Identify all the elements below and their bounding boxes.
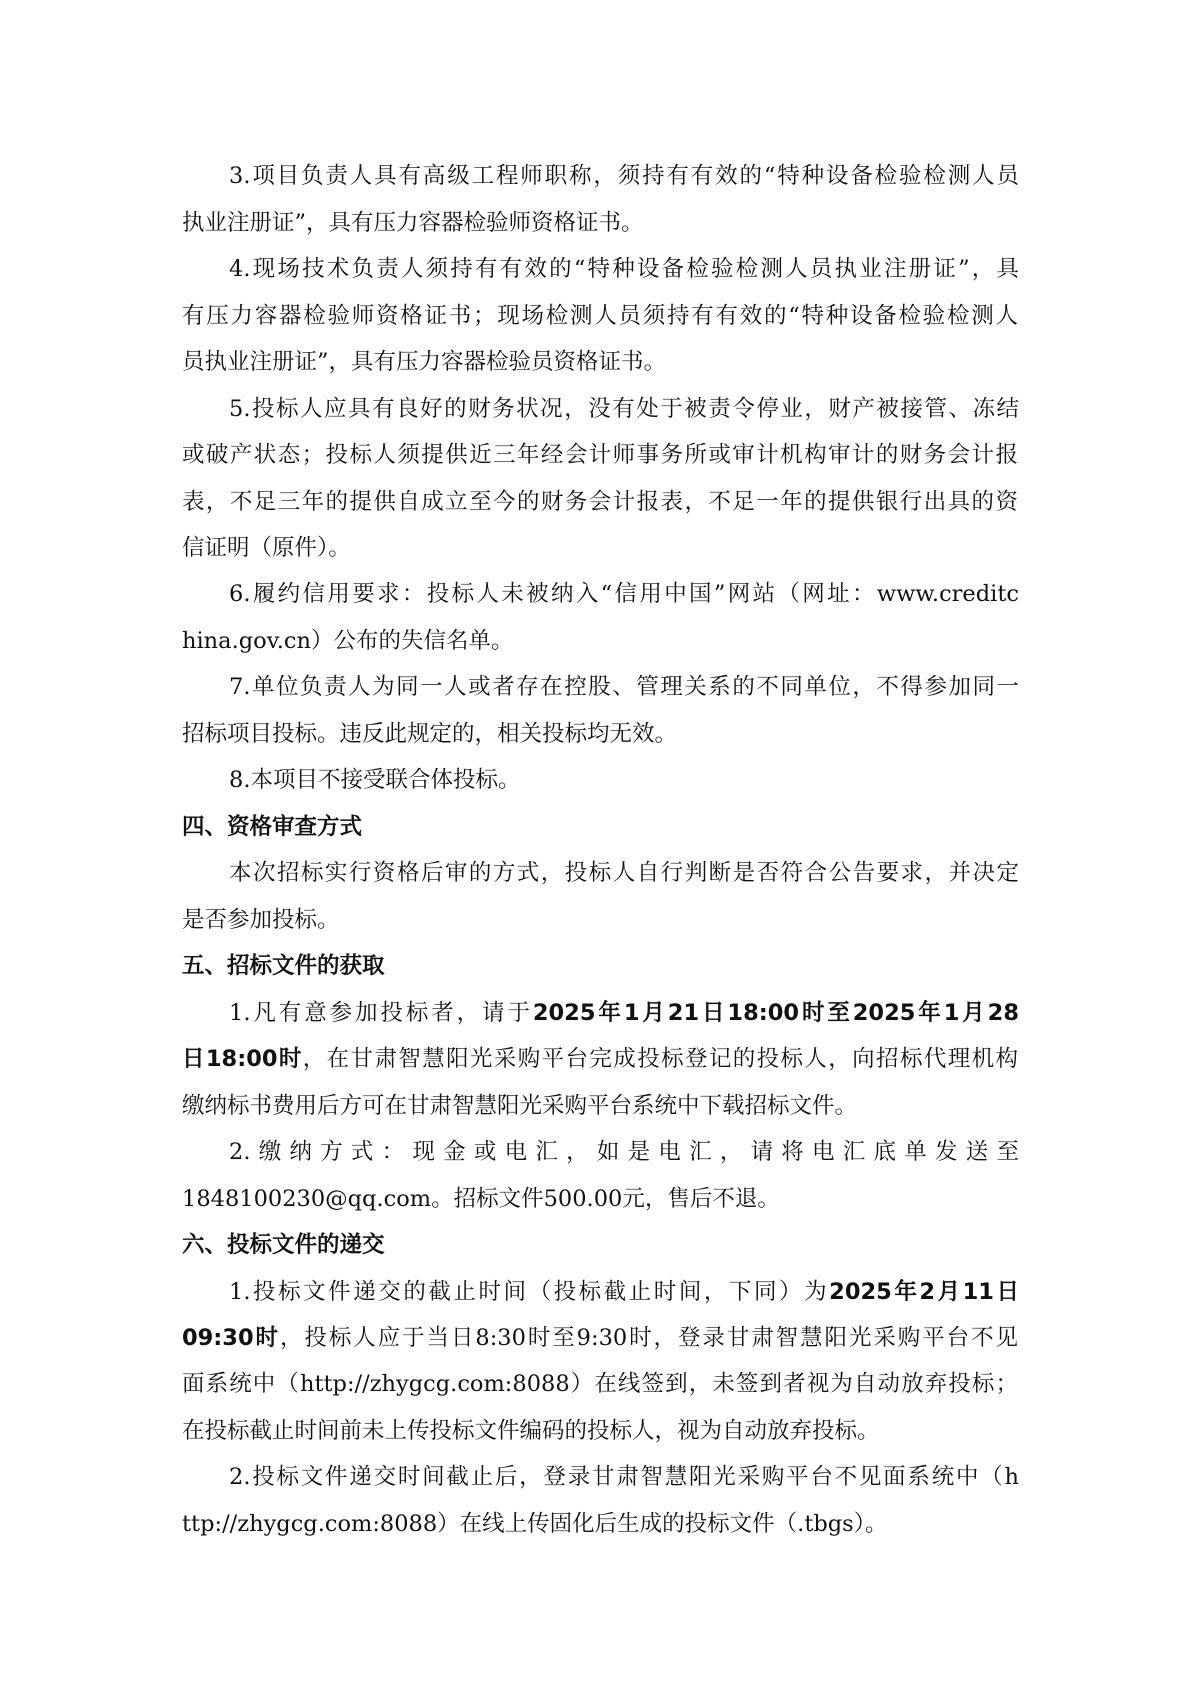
paragraph-text: ，在甘肃智慧阳光采购平台完成投标登记的投标人，向招标代理机构 (302, 1046, 1018, 1072)
paragraph-line: 或破产状态；投标人须提供近三年经会计师事务所或审计机构审计的财务会计报 (182, 442, 1018, 468)
section-heading-5: 五、招标文件的获取 (182, 953, 385, 979)
paragraph-line: 7.单位负责人为同一人或者存在控股、管理关系的不同单位，不得参加同一 (229, 674, 1019, 700)
paragraph-line: 3.项目负责人具有高级工程师职称，须持有有效的“特种设备检验检测人员 (229, 163, 1019, 189)
paragraph-line: 表，不足三年的提供自成立至今的财务会计报表，不足一年的提供银行出具的资 (182, 489, 1018, 515)
paragraph-line: 招标项目投标。违反此规定的，相关投标均无效。 (182, 721, 678, 747)
date-emphasis: 2025年1月21日18:00时至2025年1月28 (532, 1000, 1019, 1026)
paragraph-line: 面系统中（http://zhygcg.com:8088）在线签到，未签到者视为自动放弃投标； (182, 1371, 1018, 1397)
paragraph-line: 1848100230@qq.com。招标文件500.00元，售后不退。 (182, 1186, 780, 1212)
paragraph-line: 8.本项目不接受联合体投标。 (229, 767, 521, 793)
paragraph-line: 有压力容器检验师资格证书；现场检测人员须持有有效的“特种设备检验检测人 (182, 303, 1018, 329)
paragraph-line: hina.gov.cn）公布的失信名单。 (182, 628, 514, 654)
date-emphasis: 09:30时 (182, 1325, 280, 1351)
paragraph-line: ttp://zhygcg.com:8088）在线上传固化后生成的投标文件（.tbgs）。 (182, 1511, 888, 1537)
paragraph-line: 是否参加投标。 (182, 907, 340, 933)
paragraph-line: 本次招标实行资格后审的方式，投标人自行判断是否符合公告要求，并决定 (229, 860, 1019, 886)
paragraph-line: 6.履约信用要求：投标人未被纳入“信用中国”网站（网址：www.creditc (229, 581, 1019, 607)
paragraph-line: 4.现场技术负责人须持有有效的“特种设备检验检测人员执业注册证”，具 (229, 256, 1019, 282)
date-emphasis: 日18:00时 (182, 1046, 303, 1072)
paragraph-line (229, 1281, 1019, 1304)
paragraph-line: 缴纳标书费用后方可在甘肃智慧阳光采购平台系统中下载招标文件。 (182, 1093, 858, 1119)
section-heading-6: 六、投标文件的递交 (182, 1232, 385, 1258)
paragraph-line: 2.缴纳方式：现金或电汇，如是电汇，请将电汇底单发送至 (229, 1139, 1019, 1165)
date-emphasis: 2025年2月11日 (829, 1279, 1020, 1305)
section-heading-4: 四、资格审查方式 (182, 814, 363, 840)
paragraph-line (229, 1002, 1019, 1025)
paragraph-line: 员执业注册证”，具有压力容器检验员资格证书。 (182, 349, 667, 375)
paragraph-line (182, 1048, 1018, 1071)
paragraph-line: 信证明（原件）。 (182, 535, 351, 561)
paragraph-text: ，投标人应于当日8:30时至9:30时，登录甘肃智慧阳光采购平台不见 (279, 1325, 1019, 1351)
paragraph-line: 2.投标文件递交时间截止后，登录甘肃智慧阳光采购平台不见面系统中（h (229, 1464, 1019, 1490)
paragraph-line: 在投标截止时间前未上传投标文件编码的投标人，视为自动放弃投标。 (182, 1418, 880, 1444)
paragraph-text: 1.凡有意参加投标者，请于 (229, 1000, 533, 1026)
paragraph-line: 执业注册证”，具有压力容器检验师资格证书。 (182, 210, 644, 236)
paragraph-line: 5.投标人应具有良好的财务状况，没有处于被责令停业，财产被接管、冻结 (229, 396, 1019, 422)
paragraph-line (182, 1327, 1018, 1350)
paragraph-text: 1.投标文件递交的截止时间（投标截止时间，下同）为 (229, 1279, 830, 1305)
